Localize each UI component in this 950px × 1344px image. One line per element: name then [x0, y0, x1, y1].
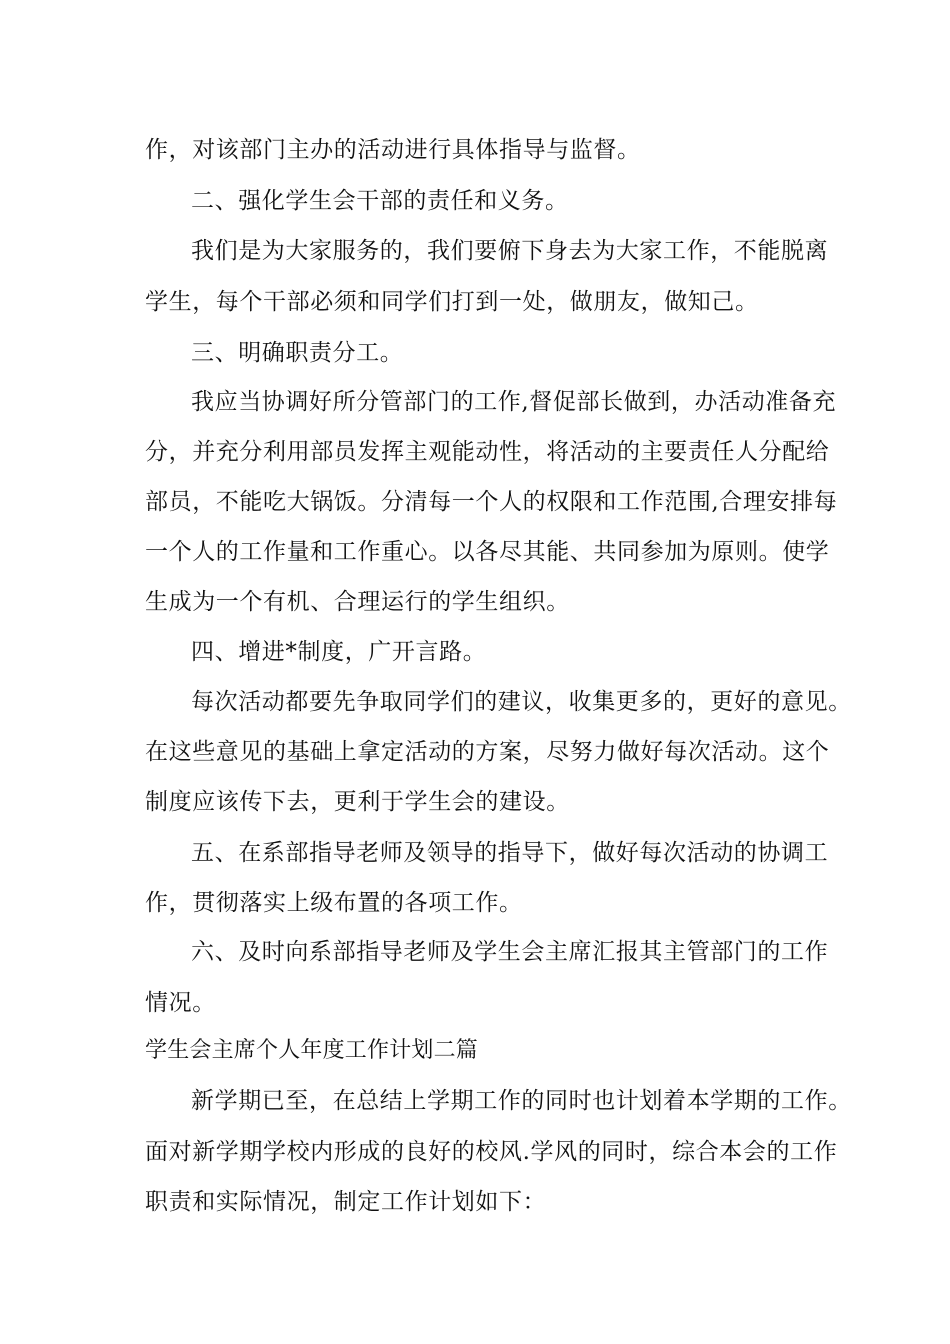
paragraph-line: 部员，不能吃大锅饭。分清每一个人的权限和工作范围,合理安排每 [145, 489, 838, 515]
paragraph-line: 作，对该部门主办的活动进行具体指导与监督。 [145, 137, 641, 163]
paragraph-line: 每次活动都要先争取同学们的建议，收集更多的，更好的意见。 [191, 689, 852, 715]
section-heading: 六、及时向系部指导老师及学生会主席汇报其主管部门的工作 [191, 939, 829, 965]
paragraph-line: 职责和实际情况，制定工作计划如下： [145, 1189, 547, 1215]
paragraph-line: 作，贯彻落实上级布置的各项工作。 [145, 890, 523, 916]
paragraph-line: 面对新学期学校内形成的良好的校风.学风的同时，综合本会的工作 [145, 1139, 838, 1165]
paragraph-line: 生成为一个有机、合理运行的学生组织。 [145, 589, 570, 615]
section-heading: 二、强化学生会干部的责任和义务。 [191, 188, 569, 214]
section-heading: 五、在系部指导老师及领导的指导下，做好每次活动的协调工 [191, 840, 829, 866]
paragraph-line: 一个人的工作量和工作重心。以各尽其能、共同参加为原则。使学 [145, 539, 830, 565]
document-subtitle: 学生会主席个人年度工作计划二篇 [145, 1038, 479, 1063]
paragraph-line: 在这些意见的基础上拿定活动的方案，尽努力做好每次活动。这个 [145, 739, 830, 765]
paragraph-line: 新学期已至，在总结上学期工作的同时也计划着本学期的工作。 [191, 1088, 852, 1114]
paragraph-line: 我应当协调好所分管部门的工作,督促部长做到，办活动准备充 [191, 389, 837, 415]
paragraph-line: 我们是为大家服务的，我们要俯下身去为大家工作，不能脱离 [191, 238, 829, 264]
paragraph-line: 情况。 [145, 990, 216, 1016]
paragraph-line: 学生，每个干部必须和同学们打到一处，做朋友，做知己。 [145, 289, 759, 315]
section-heading: 三、明确职责分工。 [191, 340, 404, 366]
paragraph-line: 分，并充分利用部员发挥主观能动性，将活动的主要责任人分配给 [145, 439, 830, 465]
paragraph-line: 制度应该传下去，更利于学生会的建设。 [145, 789, 570, 815]
section-heading: 四、增进*制度，广开言路。 [191, 639, 487, 665]
